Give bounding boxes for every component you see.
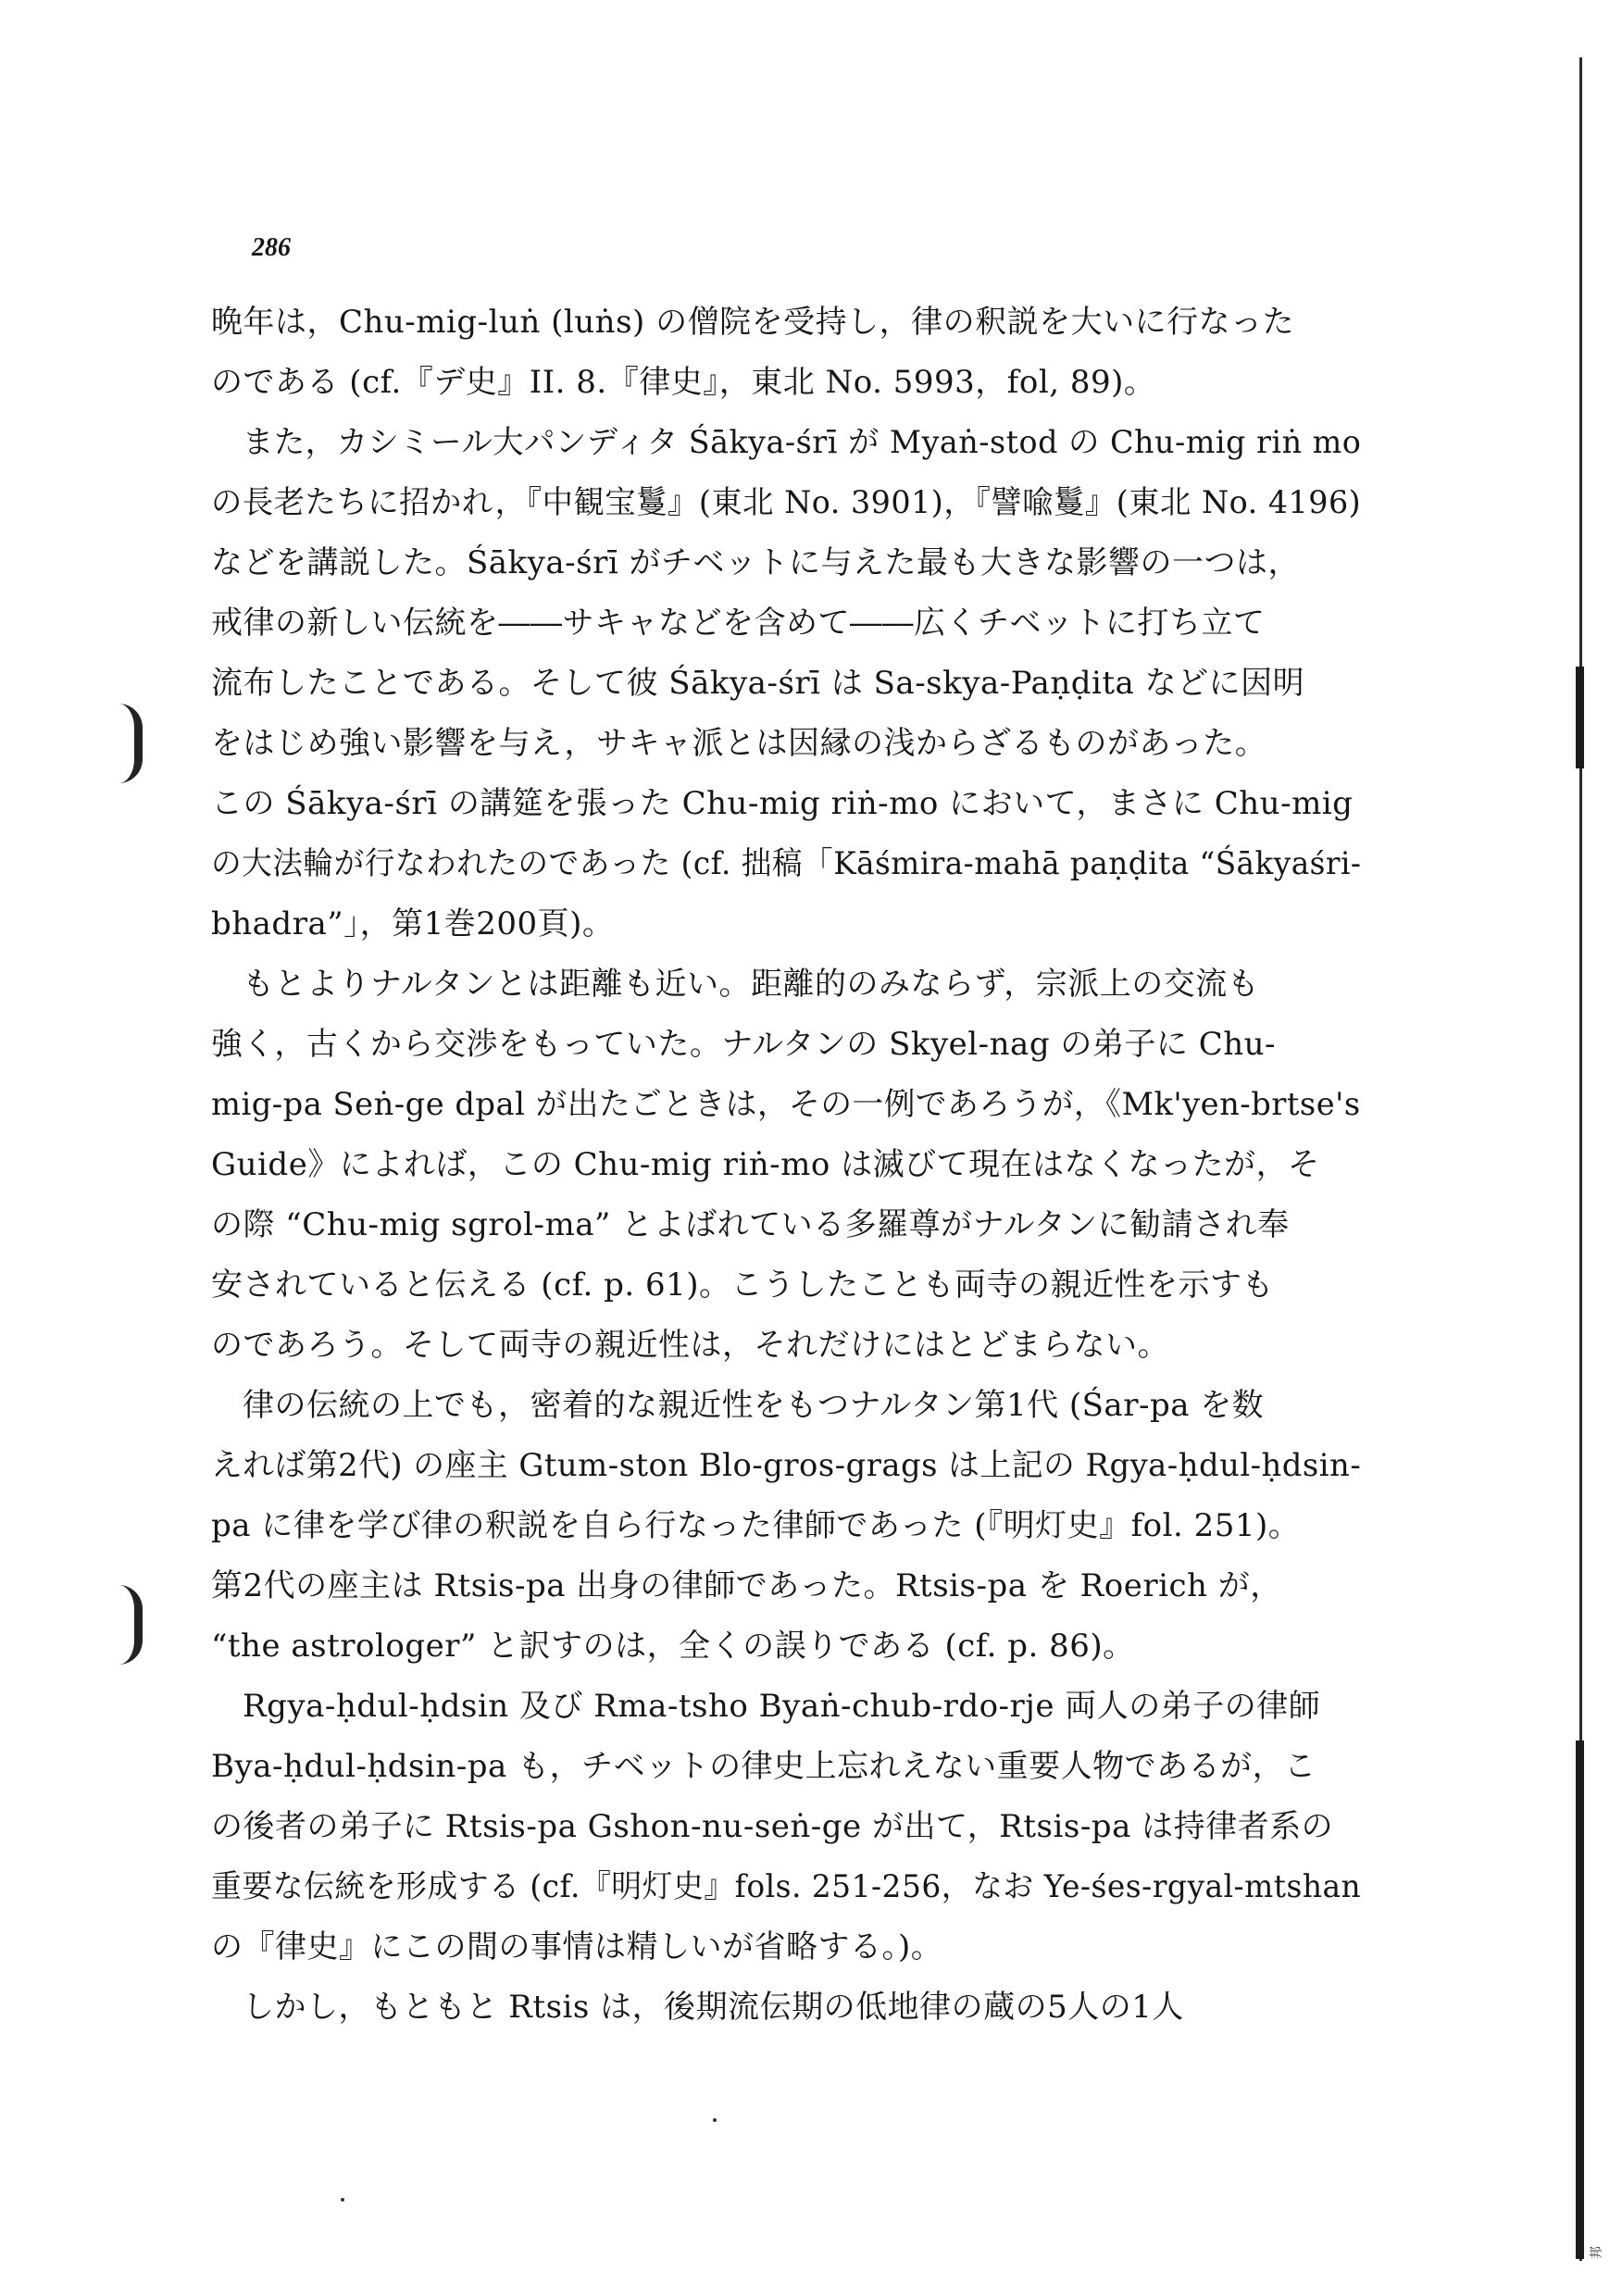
text-line: えれば第2代) の座主 Gtum-ston Blo-gros-grags は上記の Rgya-ḥdul-ḥdsin- [211, 1447, 1362, 1484]
page-number: 286 [252, 233, 291, 262]
text-line: をはじめ強い影響を与え，サキャ派とは因縁の浅からざるものがあった。 [211, 725, 1267, 762]
text-line: の『律史』にこの間の事情は精しいが省略する。)。 [211, 1928, 943, 1965]
text-line: 重要な伝統を形成する (cf.『明灯史』fols. 251-256，なお Ye-śes-rgyal-mtshan [211, 1868, 1362, 1905]
binding-hole-mark [119, 1585, 143, 1665]
text-line: Rgya-ḥdul-ḥdsin 及び Rma-tsho Byaṅ-chub-rdo-rje 両人の弟子の律師 [243, 1688, 1321, 1725]
text-line: 強く，古くから交渉をもっていた。ナルタンの Skyel-nag の弟子に Chu- [211, 1026, 1276, 1063]
text-line: 第2代の座主は Rtsis-pa 出身の律師であった。Rtsis-pa を Roerich が， [211, 1567, 1282, 1604]
text-line: などを講説した。Śākya-śrī がチベットに与えた最も大きな影響の一つは， [211, 544, 1301, 581]
text-line: の大法輪が行なわれたのであった (cf. 拙稿「Kāśmira-mahā paṇḍita “Śākyaśri- [211, 845, 1362, 882]
text-line: の長老たちに招かれ，『中観宝鬘』(東北 No. 3901)，『譬喩鬘』(東北 No. 4196) [211, 484, 1362, 521]
speck [713, 2118, 717, 2122]
text-line: 晩年は，Chu-mig-luṅ (luṅs) の僧院を受持し，律の釈説を大いに行なった [211, 304, 1295, 341]
text-line: また，カシミール大パンディタ Śākya-śrī が Myaṅ-stod の Chu-mig riṅ mo [243, 424, 1362, 461]
binding-hole-mark [119, 704, 143, 783]
text-line: 戒律の新しい伝統を――サキャなどを含めて――広くチベットに打ち立て [211, 605, 1266, 642]
text-line: mig-pa Seṅ-ge dpal が出たごときは，その一例であろうが，《Mk'yen-brtse's [211, 1086, 1361, 1123]
margin-note: 邦 [1590, 2246, 1604, 2259]
text-line: 律の伝統の上でも，密着的な親近性をもつナルタン第1代 (Śar-pa を数 [243, 1387, 1265, 1424]
text-line: しかし，もともと Rtsis は，後期流伝期の低地律の蔵の5人の1人 [243, 1989, 1184, 2026]
text-line: の後者の弟子に Rtsis-pa Gshon-nu-seṅ-ge が出て，Rtsis-pa は持律者系の [211, 1808, 1334, 1845]
text-line: この Śākya-śrī の講筵を張った Chu-mig riṅ-mo において，まさに Chu-mig [211, 785, 1354, 822]
text-line: Bya-ḥdul-ḥdsin-pa も，チベットの律史上忘れえない重要人物であるが，こ [211, 1748, 1316, 1785]
text-line: もとよりナルタンとは距離も近い。距離的のみならず，宗派上の交流も [243, 966, 1260, 1003]
page-edge-rule-thick [1576, 667, 1584, 768]
text-line: 流布したことである。そして彼 Śākya-śrī は Sa-skya-Paṇḍita などに因明 [211, 665, 1305, 702]
page-edge-rule-thick [1576, 1741, 1584, 2259]
text-line: pa に律を学び律の釈説を自ら行なった律師であった (『明灯史』fol. 251)。 [211, 1507, 1301, 1544]
text-line: の際 “Chu-mig sgrol-ma” とよばれている多羅尊がナルタンに勧請され奉 [211, 1206, 1290, 1243]
speck [341, 2198, 344, 2202]
text-line: のであろう。そして両寺の親近性は，それだけにはとどまらない。 [211, 1327, 1169, 1364]
text-line: のである (cf.『デ史』II. 8.『律史』，東北 No. 5993，fol, 89)。 [211, 364, 1156, 401]
text-line: 安されていると伝える (cf. p. 61)。こうしたことも両寺の親近性を示すも [211, 1267, 1275, 1304]
text-line: “the astrologer” と訳すのは，全くの誤りである (cf. p. 86)。 [211, 1628, 1135, 1665]
text-line: bhadra”」，第1巻200頁)。 [211, 905, 615, 942]
text-line: Guide》によれば，この Chu-mig riṅ-mo は滅びて現在はなくなったが，そ [211, 1146, 1320, 1183]
